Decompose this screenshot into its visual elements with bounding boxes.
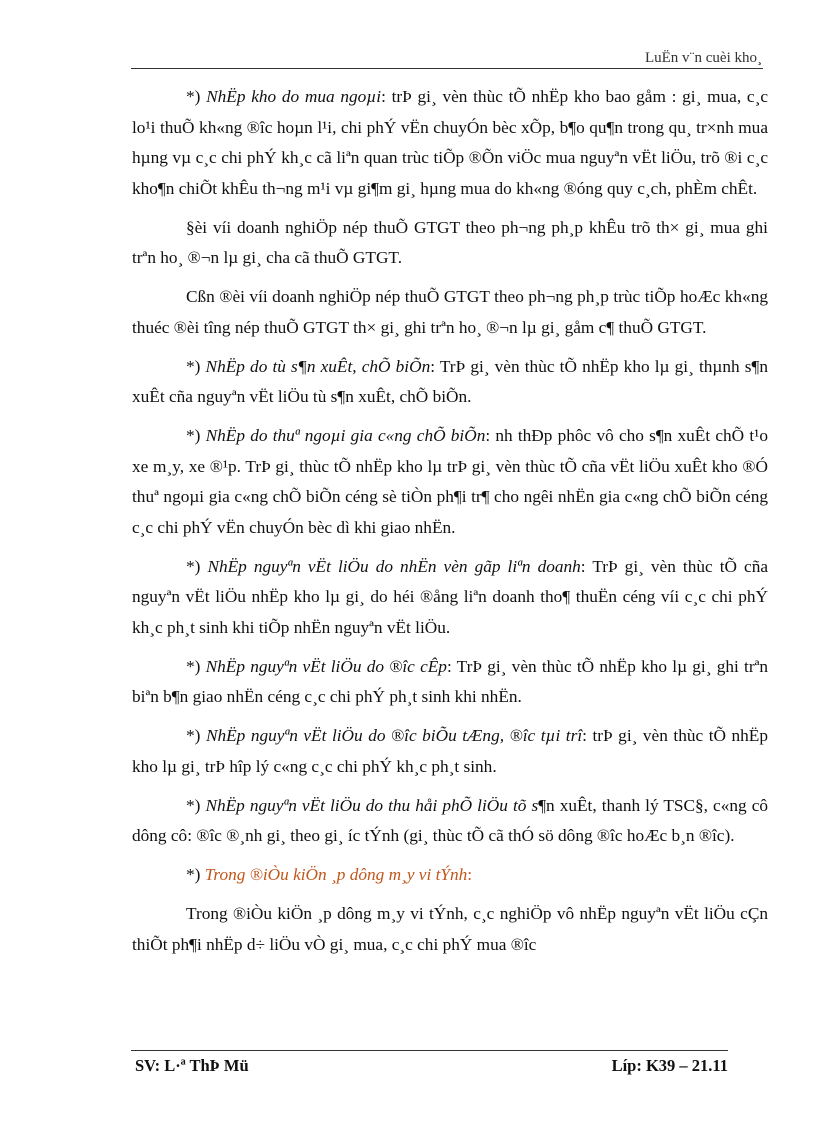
running-header-title: LuËn v¨n cuèi kho¸ — [644, 50, 762, 66]
paragraph: *) NhËp do tù s¶n xuÊt, chÕ biÕn: TrÞ gi¸ vèn thùc tÕ nhËp kho lµ gi¸ thµnh s¶n xuÊt cña nguyªn vËt liÖu tù s¶n xuÊt, chÕ biÕn. — [132, 356, 768, 406]
paragraph-heading: NhËp nguyªn vËt liÖu do ®îc cÊp — [205, 656, 447, 676]
paragraph: *) NhËp nguyªn vËt liÖu do ®îc biÕu tÆng, ®îc tµi trî: trÞ gi¸ vèn thùc tÕ nhËp kho lµ gi¸ trÞ hîp lý c«ng c¸c chi phÝ kh¸c ph¸t sinh. — [132, 726, 768, 776]
paragraph: Trong ®iÒu kiÖn ¸p dông m¸y vi tÝnh, c¸c nghiÖp vô nhËp nguyªn vËt liÖu cÇn thiÕt ph¶i nhËp d÷ liÖu vÒ gi¸ mua, c¸c chi phÝ mua ®îc — [132, 904, 768, 954]
paragraph: *) NhËp nguyªn vËt liÖu do thu håi phÕ liÖu tõ s¶n xuÊt, thanh lý TSC§, c«ng cô dông cô: ®îc ®¸nh gi¸ theo gi¸ íc tÝnh (gi¸ thùc tÕ cã thÓ sö dông ®îc hoÆc b¸n ®îc). — [132, 795, 769, 845]
paragraph-heading: NhËp do tù s¶n xuÊt, chÕ biÕn — [205, 356, 431, 376]
footer-rule — [131, 1050, 728, 1051]
paragraph: *) NhËp nguyªn vËt liÖu do nhËn vèn gãp liªn doanh: TrÞ gi¸ vèn thùc tÕ cña nguyªn vËt liÖu nhËp kho lµ gi¸ do héi ®ång liªn doanh tho¶ thuËn céng víi c¸c chi phÝ kh¸c ph¸t sinh khi tiÕp nhËn nguyªn vËt liÖu. — [132, 556, 769, 637]
body-text — [132, 82, 768, 960]
paragraph-heading: Trong ®iÒu kiÖn ¸p dông m¸y vi tÝnh — [204, 865, 468, 884]
paragraph-heading: NhËp nguyªn vËt liÖu do thu håi phÕ liÖu tõ s — [205, 795, 539, 815]
header-rule — [131, 68, 763, 69]
paragraph: *) NhËp nguyªn vËt liÖu do ®îc cÊp: TrÞ gi¸ vèn thùc tÕ nhËp kho lµ gi¸ ghi trªn biªn b¶n giao nhËn céng c¸c chi phÝ ph¸t sinh khi nhËn. — [132, 656, 768, 706]
footer-class-code: Líp: K39 – 21.11 — [611, 1056, 728, 1075]
paragraph: *) NhËp do thuª ngoµi gia c«ng chÕ biÕn: nh thÐp phôc vô cho s¶n xuÊt chÕ t¹o xe m¸y, xe ®¹p. TrÞ gi¸ thùc tÕ nhËp kho lµ trÞ gi¸ vèn thùc tÕ cña vËt liÖu xuÊt kho ®Ó thuª ngoµi gia c«ng chÕ biÕn céng sè tiÒn ph¶i tr¶ cho ngêi nhËn gia c«ng chÕ biÕn céng c¸c chi phÝ vËn chuyÓn bèc dì khi giao nhËn. — [132, 426, 769, 537]
paragraph-heading: NhËp nguyªn vËt liÖu do ®îc biÕu tÆng, ®îc tµi trî — [205, 726, 583, 745]
paragraph: *) NhËp kho do mua ngoµi: trÞ gi¸ vèn thùc tÕ nhËp kho bao gåm : gi¸ mua, c¸c lo¹i thuÕ kh«ng ®îc hoµn l¹i, chi phÝ vËn chuyÓn bèc xÕp, b¶o qu¶n trong qu¸ tr×nh mua hµng vµ c¸c chi phÝ kh¸c cã liªn quan trùc tiÕp ®Õn viÖc mua nguyªn vËt liÖu, trõ ®i c¸c kho¶n chiÕt khÊu th¬ng m¹i vµ gi¶m gi¸ hµng mua do kh«ng ®óng quy c¸ch, phÈm chÊt. — [132, 87, 768, 198]
paragraph-heading: NhËp do thuª ngoµi gia c«ng chÕ biÕn — [205, 426, 486, 445]
paragraph: *) Trong ®iÒu kiÖn ¸p dông m¸y vi tÝnh: — [186, 865, 473, 884]
paragraph-heading: NhËp nguyªn vËt liÖu do nhËn vèn gãp liªn doanh — [207, 556, 581, 576]
paragraph-heading: NhËp kho do mua ngoµi — [206, 87, 382, 106]
paragraph: §èi víi doanh nghiÖp nép thuÕ GTGT theo ph¬ng ph¸p khÊu trõ th× gi¸ mua ghi trªn ho¸ ®¬n lµ gi¸ cha cã thuÕ GTGT. — [132, 217, 768, 267]
footer-student-name: SV: L·ª ThÞ Mü — [135, 1056, 249, 1075]
paragraph: Cßn ®èi víi doanh nghiÖp nép thuÕ GTGT theo ph¬ng ph¸p trùc tiÕp hoÆc kh«ng thuéc ®èi tîng nép thuÕ GTGT th× gi¸ ghi trªn ho¸ ®¬n lµ gi¸ gåm c¶ thuÕ GTGT. — [132, 287, 768, 337]
